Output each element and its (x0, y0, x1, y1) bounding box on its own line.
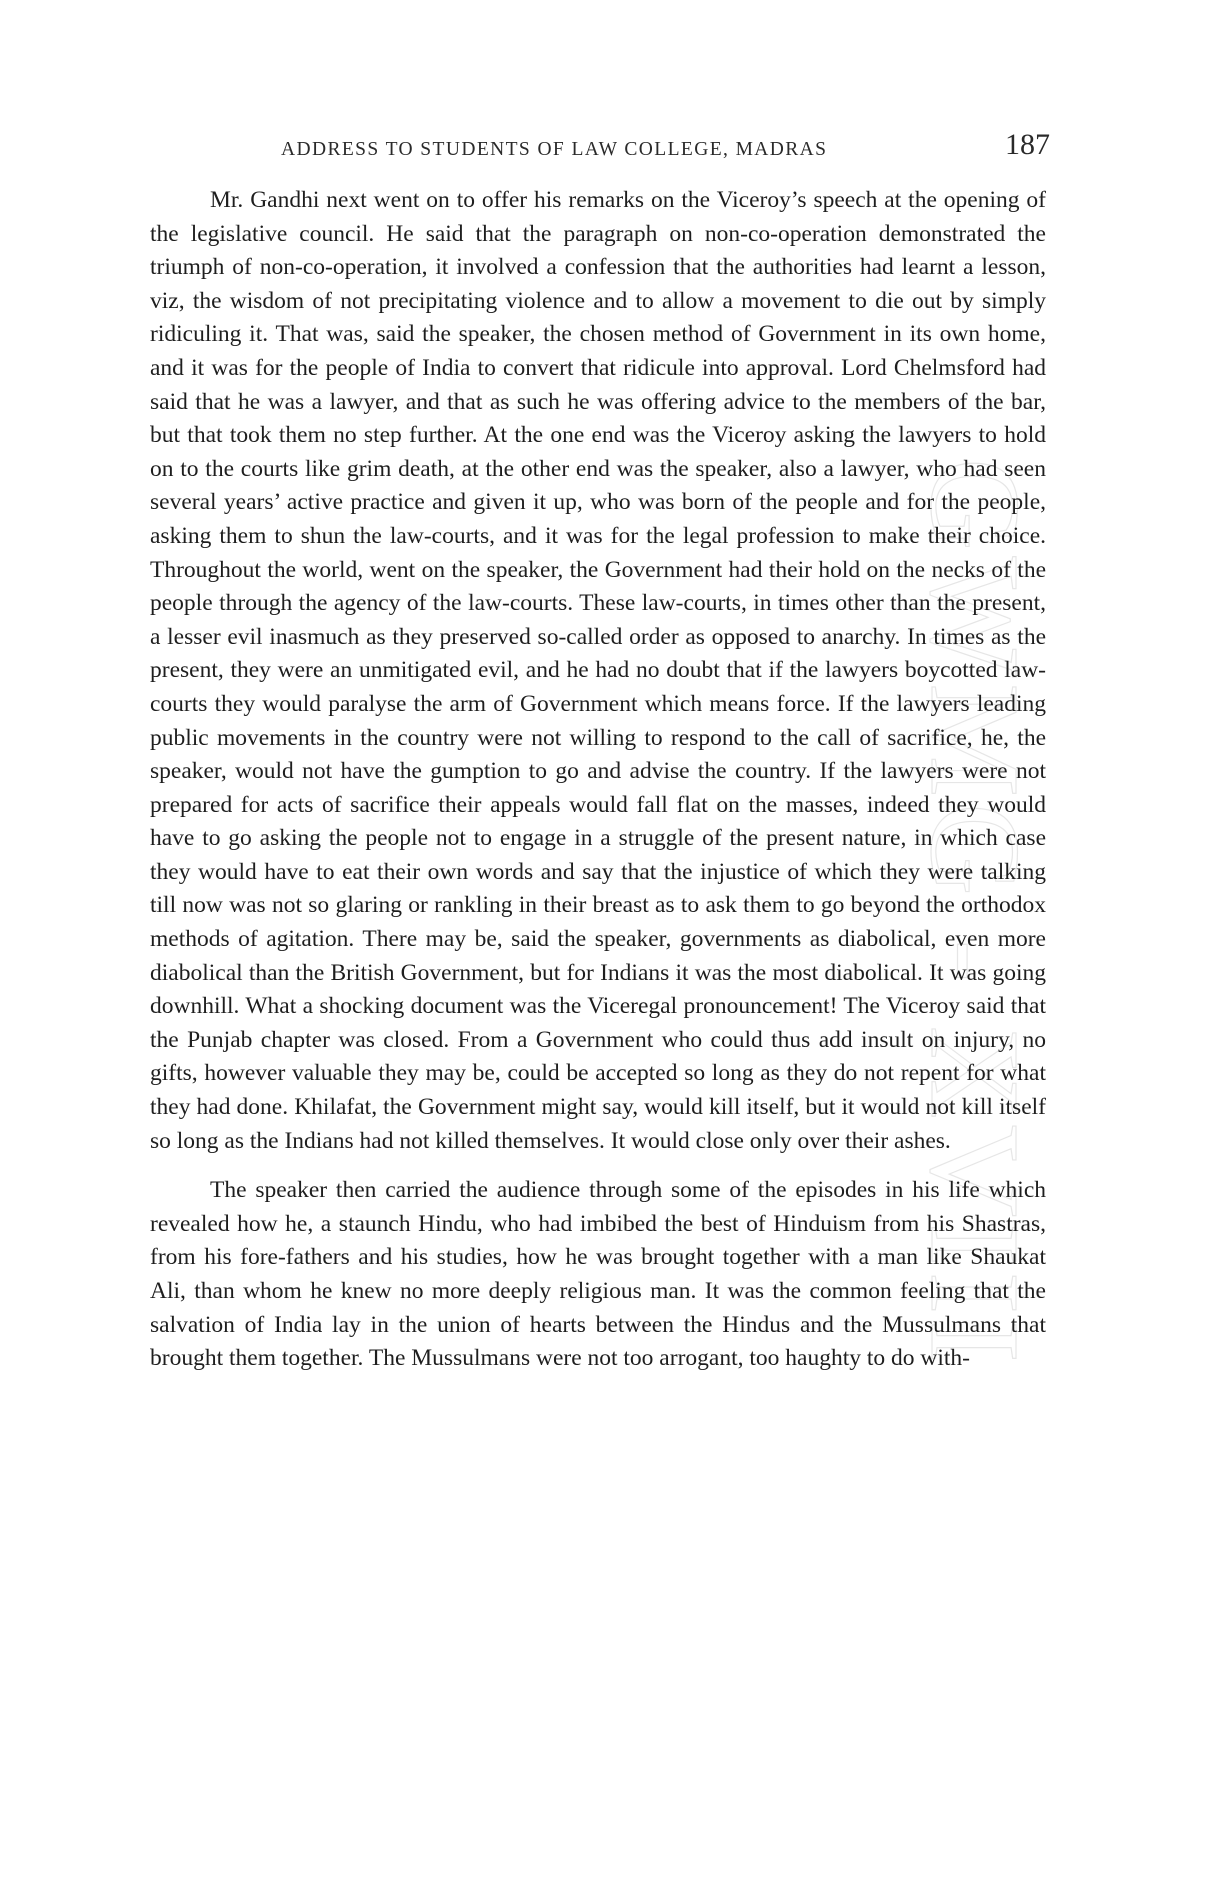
running-header (150, 128, 1050, 172)
body-text (150, 184, 1046, 1376)
watermark: GWMG - XVIII (904, 458, 1046, 1369)
paragraph-2: The speaker then carried the audience through some of the episodes in his life which revealed how he, a staunch Hindu, who had imbibed the best of Hinduism from his Shastras, from his fore-fathers and his studies, how he was brought together with a man like Shaukat Ali, than whom he knew no more deeply religious man. It was the common feeling that the salvation of India lay in the union of hearts between the Hindus and the Mussulmans that brought them together. The Mussulmans were not too arrogant, too haughty to do with- (150, 1177, 1046, 1372)
paragraph-1: Mr. Gandhi next went on to offer his remarks on the Viceroy’s speech at the opening of the legislative council. He said that the paragraph on non-co-operation demonstrated the triumph of non-co-operation, it involved a confession that the authorities had learnt a lesson, viz, the wisdom of not precipitating violence and to allow a movement to die out by simply ridiculing it. That was, said the speaker, the chosen method of Government in its own home, and it was for the people of India to convert that ridicule into approval. Lord Chelmsford had said that he was a lawyer, and that as such he was offering advice to the members of the bar, but that took them no step further. At the one end was the Viceroy asking the lawyers to hold on to the courts like grim death, at the other end was the speaker, also a lawyer, who had seen several years’ active practice and given it up, who was born of the people and for the people, asking them to shun the law-courts, and it was for the legal profession to make their choice. Throughout the world, went on the speaker, the Government had their hold on the necks of the people through the agency of the law-courts. These law-courts, in times other than the present, a lesser evil inasmuch as they preserved so-called order as opposed to anarchy. In times as the present, they were an unmitigated evil, and he had no doubt that if the lawyers boycotted law-courts they would paralyse the arm of Government which means force. If the lawyers leading public movements in the country were not willing to respond to the call of sacrifice, he, the speaker, would not have the gumption to go and advise the country. If the lawyers were not prepared for acts of sacrifice their appeals would fall flat on the masses, indeed they would have to go asking the people not to engage in a struggle of the present nature, in which case they would have to eat their own words and say that the injustice of which they were talking till now was not so glaring or rankling in their breast as to ask them to go beyond the orthodox methods of agitation. There may be, said the speaker, governments as diabolical, even more diabolical than the British Government, but for Indians it was the most diabolical. It was going downhill. What a shocking document was the Viceregal pronouncement! The Viceroy said that the Punjab chapter was closed. From a Government who could thus add insult on injury, no gifts, however valuable they may be, could be accepted so long as they do not repent for what they had done. Khilafat, the Government might say, would kill itself, but it would not kill itself so long as the Indians had not killed themselves. It would close only over their ashes. (150, 187, 1046, 1154)
running-title: ADDRESS TO STUDENTS OF LAW COLLEGE, MADRAS (281, 139, 828, 160)
page-number: 187 (1005, 128, 1050, 161)
